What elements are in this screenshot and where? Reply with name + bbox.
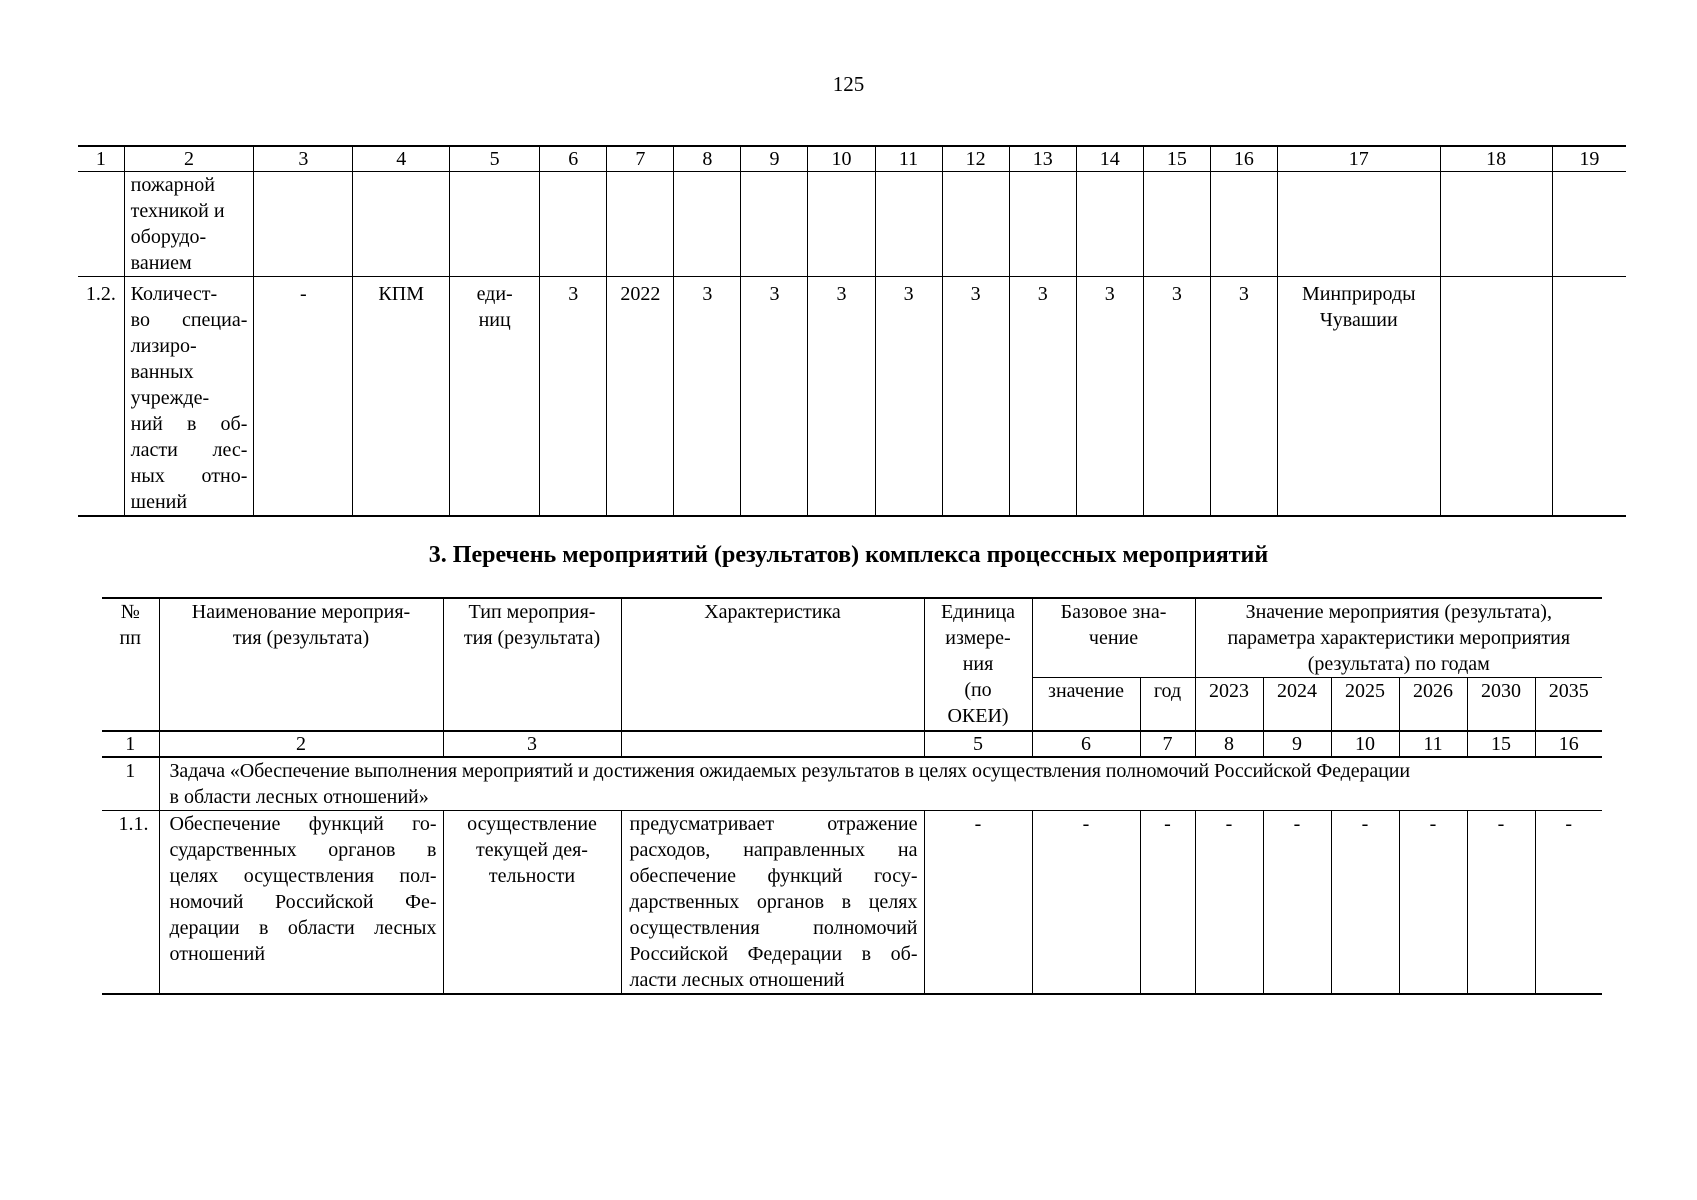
column-number: 9 <box>741 146 808 172</box>
column-number: 14 <box>1076 146 1143 172</box>
cell-c4: КПМ <box>353 277 450 517</box>
header-type: Тип мероприя- тия (результата) <box>443 598 621 731</box>
column-number: 18 <box>1440 146 1552 172</box>
column-number: 1 <box>78 146 124 172</box>
cell-c8: 3 <box>674 277 741 517</box>
column-number: 7 <box>607 146 674 172</box>
header-year: 2035 <box>1535 678 1602 732</box>
activity-type: осуществление текущей дея- тельности <box>443 811 621 995</box>
cell-c7: 2022 <box>607 277 674 517</box>
header-unit: Единица измере- ния (по ОКЕИ) <box>924 598 1032 731</box>
header-year: 2023 <box>1195 678 1263 732</box>
header-base-value: Базовое зна- чение <box>1032 598 1195 678</box>
section-title: 3. Перечень мероприятий (результатов) комплекса процессных мероприятий <box>428 542 1269 568</box>
column-number: 5 <box>924 731 1032 757</box>
column-number: 1 <box>102 731 159 757</box>
header-year: 2024 <box>1263 678 1331 732</box>
activity-characteristic: предусматривает отражение расходов, направленных на обеспечение функций госу- дарственных органов в целях осуществления полномочий Российской Федерации в об- ласти лесных отношений <box>621 811 924 995</box>
base-value-cell: - <box>1032 811 1140 995</box>
task-text: Задача «Обеспечение выполнения мероприятий и достижения ожидаемых результатов в целях осуществления полномочий Российской Федерации в области лесных отношений» <box>159 757 1602 811</box>
table-row <box>102 811 1602 995</box>
header-year: 2030 <box>1467 678 1535 732</box>
table-row <box>78 277 1626 517</box>
row-number: 1.2. <box>85 283 116 305</box>
header-row <box>102 598 1602 678</box>
column-number: 12 <box>942 146 1009 172</box>
page-number: 125 <box>832 72 865 96</box>
header-values-by-year: Значение мероприятия (результата), параметра характеристики мероприятия (результата) по годам <box>1195 598 1602 678</box>
table-row <box>78 172 1626 277</box>
indicator-name: Количест- во специа- лизиро- ванных учрежде- ний в об- ласти лес- ных отно- шений <box>124 277 254 517</box>
column-number: 7 <box>1140 731 1195 757</box>
cell-c18 <box>1440 277 1552 517</box>
column-number: 3 <box>254 146 353 172</box>
column-number: 9 <box>1263 731 1331 757</box>
column-number: 16 <box>1210 146 1277 172</box>
indicator-name-continuation: пожарной техникой и оборудо- ванием <box>124 172 254 277</box>
column-number: 11 <box>875 146 942 172</box>
header-characteristic: Характеристика <box>621 598 924 731</box>
column-number: 13 <box>1009 146 1076 172</box>
activities-table <box>102 597 1602 995</box>
cell-c11: 3 <box>875 277 942 517</box>
year-value-cell: - <box>1467 811 1535 995</box>
cell-c15: 3 <box>1143 277 1210 517</box>
column-number: 16 <box>1535 731 1602 757</box>
header-name: Наименование мероприя- тия (результата) <box>159 598 443 731</box>
column-number-row <box>78 146 1626 172</box>
column-number: 15 <box>1143 146 1210 172</box>
year-value-cell: - <box>1195 811 1263 995</box>
unit-cell: еди- ниц <box>450 277 540 517</box>
column-number: 19 <box>1552 146 1626 172</box>
column-number: 6 <box>1032 731 1140 757</box>
column-number: 6 <box>540 146 607 172</box>
indicators-table-continuation <box>78 145 1626 517</box>
column-number: 5 <box>450 146 540 172</box>
cell-c3: - <box>254 277 353 517</box>
column-number <box>621 731 924 757</box>
header-year: 2026 <box>1399 678 1467 732</box>
row-number: 1.1. <box>118 813 149 835</box>
column-number: 4 <box>353 146 450 172</box>
year-value-cell: - <box>1263 811 1331 995</box>
header-year: 2025 <box>1331 678 1399 732</box>
cell-c13: 3 <box>1009 277 1076 517</box>
activity-name: Обеспечение функций го- сударственных органов в целях осуществления пол- номочий Российской Фе- дерации в области лесных отношений <box>159 811 443 995</box>
responsible-cell: Минприроды Чувашии <box>1277 277 1440 517</box>
column-number-row <box>102 731 1602 757</box>
year-value-cell: - <box>1535 811 1602 995</box>
column-number: 8 <box>674 146 741 172</box>
column-number: 2 <box>124 146 254 172</box>
cell-c16: 3 <box>1210 277 1277 517</box>
cell-c19 <box>1552 277 1626 517</box>
column-number: 2 <box>159 731 443 757</box>
year-value-cell: - <box>1331 811 1399 995</box>
cell-c14: 3 <box>1076 277 1143 517</box>
task-number: 1 <box>102 757 159 811</box>
column-number: 3 <box>443 731 621 757</box>
cell-c6: 3 <box>540 277 607 517</box>
cell-c10: 3 <box>808 277 875 517</box>
unit-cell: - <box>924 811 1032 995</box>
header-num: № пп <box>102 598 159 731</box>
header-base-value-sub: значение <box>1032 678 1140 732</box>
task-row <box>102 757 1602 811</box>
column-number: 17 <box>1277 146 1440 172</box>
year-value-cell: - <box>1399 811 1467 995</box>
base-year-cell: - <box>1140 811 1195 995</box>
header-base-year-sub: год <box>1140 678 1195 732</box>
column-number: 11 <box>1399 731 1467 757</box>
column-number: 8 <box>1195 731 1263 757</box>
column-number: 10 <box>808 146 875 172</box>
cell-c9: 3 <box>741 277 808 517</box>
column-number: 10 <box>1331 731 1399 757</box>
cell-c12: 3 <box>942 277 1009 517</box>
column-number: 15 <box>1467 731 1535 757</box>
